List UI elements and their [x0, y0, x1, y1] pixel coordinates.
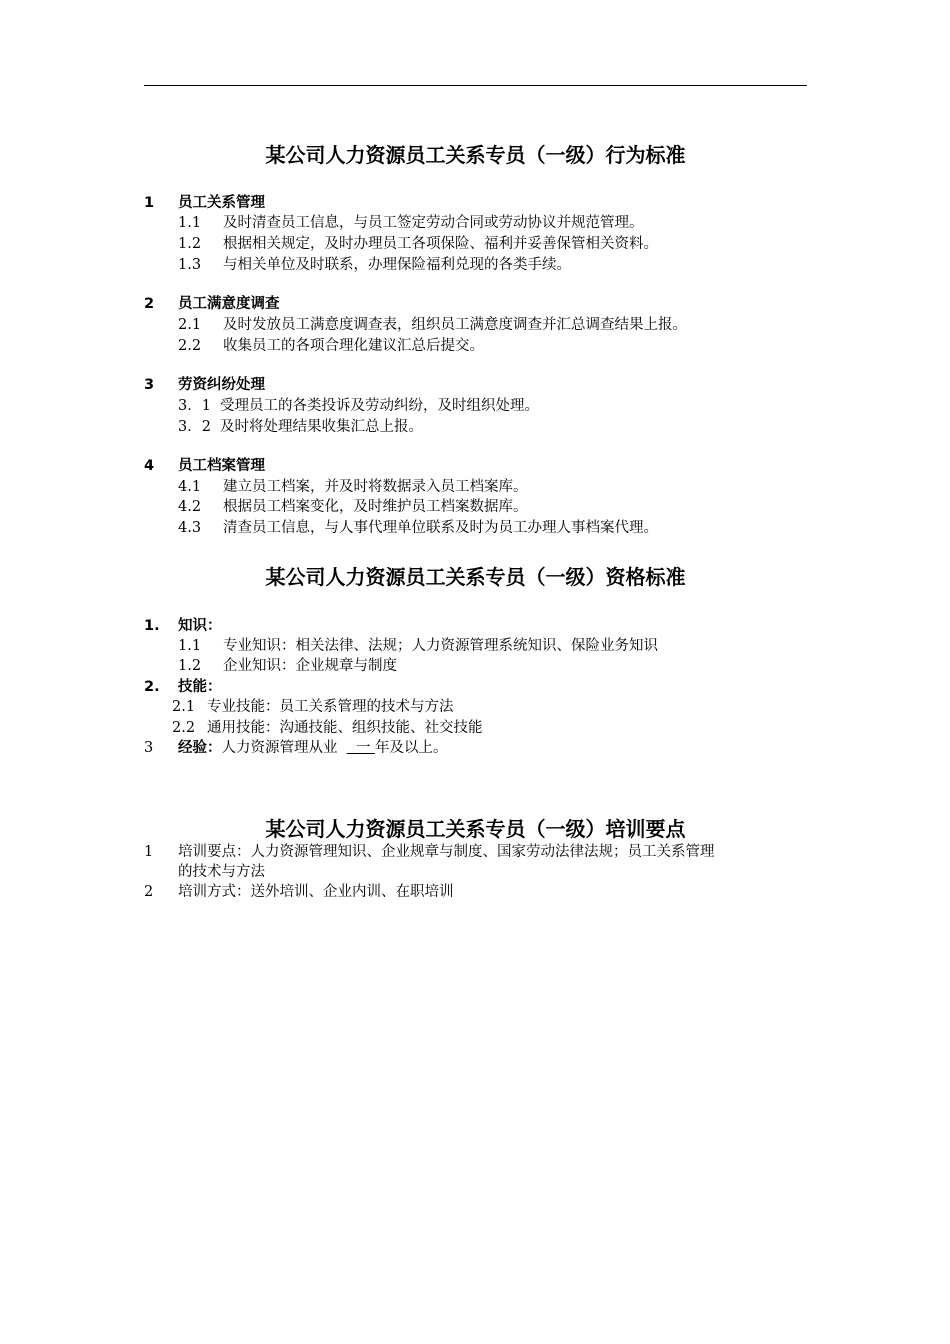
section-number: 4 — [144, 458, 155, 474]
item-number: 1.3 — [178, 257, 202, 273]
section-number: 2 — [144, 296, 155, 312]
item-text: 清查员工信息，与人事代理单位联系及时为员工办理人事档案代理。 — [223, 520, 658, 536]
skills-label: 技能： — [178, 679, 222, 695]
item-number: 3．1 — [178, 398, 211, 414]
item-text: 通用技能：沟通技能、组织技能、社交技能 — [207, 720, 483, 736]
item-text: 培训要点：人力资源管理知识、企业规章与制度、国家劳动法律法规；员工关系管理 — [178, 844, 715, 860]
skills-number: 2. — [144, 679, 160, 695]
item-number: 2.1 — [178, 317, 202, 333]
item-text: 企业知识：企业规章与制度 — [223, 658, 397, 674]
experience-blank: 一 — [355, 740, 371, 756]
item-text: 培训方式：送外培训、企业内训、在职培训 — [178, 884, 454, 900]
item-number: 3．2 — [178, 419, 211, 435]
item-number: 1 — [144, 844, 154, 860]
experience-line — [178, 738, 448, 758]
item-text: 根据员工档案变化，及时维护员工档案数据库。 — [223, 499, 528, 515]
knowledge-number: 1. — [144, 618, 160, 634]
experience-label: 经验： — [178, 740, 222, 756]
experience-number: 3 — [144, 740, 154, 756]
item-text: 收集员工的各项合理化建议汇总后提交。 — [223, 338, 484, 354]
item-text: 建立员工档案，并及时将数据录入员工档案库。 — [223, 479, 528, 495]
item-text: 及时清查员工信息，与员工签定劳动合同或劳动协议并规范管理。 — [223, 215, 644, 231]
item-text: 根据相关规定，及时办理员工各项保险、福利并妥善保管相关资料。 — [223, 236, 658, 252]
training-title: 某公司人力资源员工关系专员（一级）培训要点 — [265, 817, 686, 841]
section-heading: 员工满意度调查 — [178, 296, 280, 312]
behavior-title: 某公司人力资源员工关系专员（一级）行为标准 — [265, 143, 686, 167]
item-number: 2.1 — [172, 699, 196, 715]
section-heading: 劳资纠纷处理 — [178, 377, 265, 393]
item-number: 2.2 — [172, 720, 196, 736]
item-number: 1.2 — [178, 658, 202, 674]
item-number: 1.1 — [178, 638, 202, 654]
experience-prefix: 人力资源管理从业 — [221, 740, 338, 756]
experience-suffix: 年及以上。 — [375, 740, 448, 756]
item-text: 及时将处理结果收集汇总上报。 — [220, 419, 423, 435]
item-number: 2 — [144, 884, 154, 900]
item-number: 4.3 — [178, 520, 202, 536]
section-heading: 员工档案管理 — [178, 458, 265, 474]
item-number: 1.1 — [178, 215, 202, 231]
item-number: 2.2 — [178, 338, 202, 354]
item-text: 及时发放员工满意度调查表，组织员工满意度调查并汇总调查结果上报。 — [223, 317, 687, 333]
section-number: 1 — [144, 195, 155, 211]
item-number: 4.1 — [178, 479, 202, 495]
item-text: 受理员工的各类投诉及劳动纠纷，及时组织处理。 — [220, 398, 539, 414]
item-text: 专业技能：员工关系管理的技术与方法 — [207, 699, 454, 715]
section-heading: 员工关系管理 — [178, 195, 265, 211]
item-number: 4.2 — [178, 499, 202, 515]
section-number: 3 — [144, 377, 155, 393]
item-text: 专业知识：相关法律、法规；人力资源管理系统知识、保险业务知识 — [223, 638, 658, 654]
qualification-title: 某公司人力资源员工关系专员（一级）资格标准 — [265, 565, 686, 589]
item-number: 1.2 — [178, 236, 202, 252]
knowledge-label: 知识： — [178, 618, 222, 634]
item-text-continued: 的技术与方法 — [178, 864, 265, 880]
header-rule — [144, 85, 807, 86]
item-text: 与相关单位及时联系，办理保险福利兑现的各类手续。 — [223, 257, 571, 273]
